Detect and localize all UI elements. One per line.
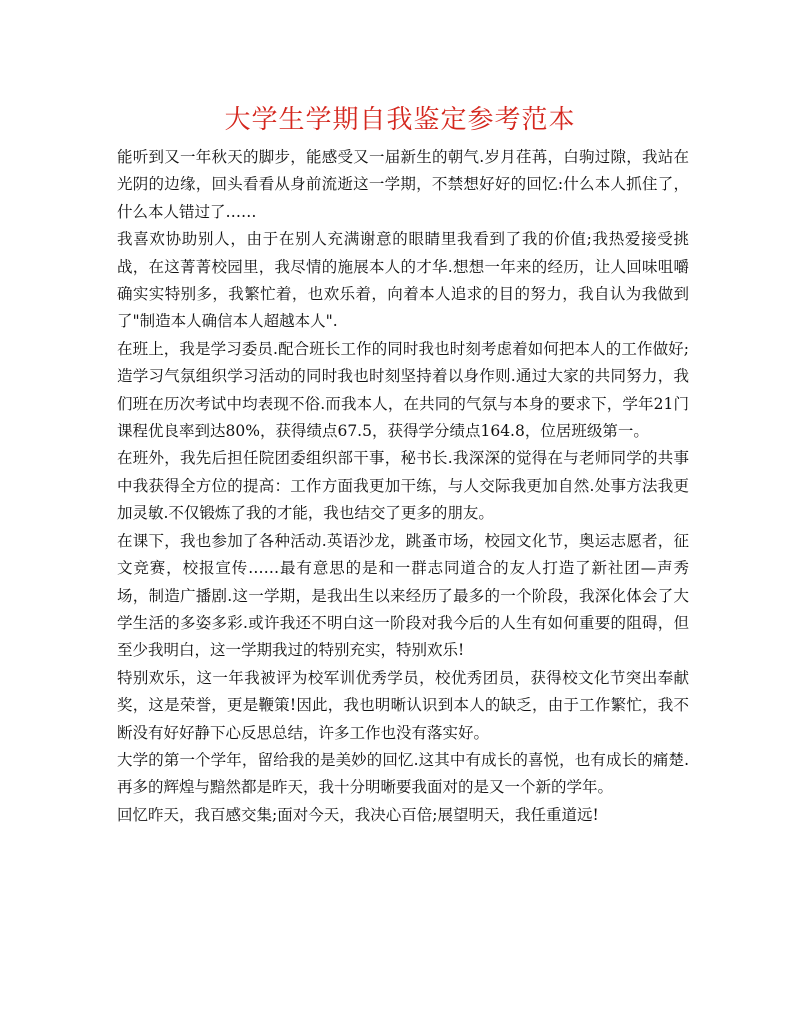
paragraph-5: 在课下，我也参加了各种活动.英语沙龙，跳蚤市场，校园文化节，奥运志愿者，征文竞赛，校报宣传……最有意思的是和一群志同道合的友人打造了新社团—声秀场，制造广播剧.这一学期，是我出生以来经历了最多的一个阶段，我深化体会了大学生活的多姿多彩.或许我还不明白这一阶段对我今后的人生有如何重要的阻碍，但至少我明白，这一学期我过的特别充实，特别欢乐! (117, 531, 689, 660)
paragraph-1: 能听到又一年秋天的脚步，能感受又一届新生的朝气.岁月荏苒，白驹过隙，我站在光阴的边缘，回头看看从身前流逝这一学期，不禁想好好的回忆:什么本人抓住了，什么本人错过了…… (117, 148, 689, 221)
document-body (117, 144, 689, 829)
paragraph-6: 特别欢乐，这一年我被评为校军训优秀学员，校优秀团员，获得校文化节突出奉献奖，这是荣誉，更是鞭策!因此，我也明晰认识到本人的缺乏，由于工作繁忙，我不断没有好好静下心反思总结，许多工作也没有落实好。 (117, 668, 689, 742)
paragraph-8: 回忆昨天，我百感交集;面对今天，我决心百倍;展望明天，我任重道远! (117, 805, 599, 824)
paragraph-2: 我喜欢协助别人，由于在别人充满谢意的眼睛里我看到了我的价值;我热爱接受挑战，在这菁菁校园里，我尽情的施展本人的才华.想想一年来的经历，让人回味咀嚼确实实特别多，我繁忙着，也欢乐着，向着本人追求的目的努力，我自认为我做到了"制造本人确信本人超越本人". (117, 230, 689, 331)
document-title: 大学生学期自我鉴定参考范本 (224, 105, 576, 135)
paragraph-4: 在班外，我先后担任院团委组织部干事，秘书长.我深深的觉得在与老师同学的共事中我获得全方位的提高：工作方面我更加干练，与人交际我更加自然.处事方法我更加灵敏.不仅锻炼了我的才能，我也结交了更多的朋友。 (117, 449, 689, 523)
paragraph-7: 大学的第一个学年，留给我的是美妙的回忆.这其中有成长的喜悦，也有成长的痛楚.再多的辉煌与黯然都是昨天，我十分明晰要我面对的是又一个新的学年。 (117, 750, 689, 797)
paragraph-3: 在班上，我是学习委员.配合班长工作的同时我也时刻考虑着如何把本人的工作做好;造学习气氛组织学习活动的同时我也时刻坚持着以身作则.通过大家的共同努力，我们班在历次考试中均表现不俗.而我本人，在共同的气氛与本身的要求下，学年21门课程优良率到达80%，获得绩点67.5，获得学分绩点164.8，位居班级第一。 (117, 339, 689, 441)
